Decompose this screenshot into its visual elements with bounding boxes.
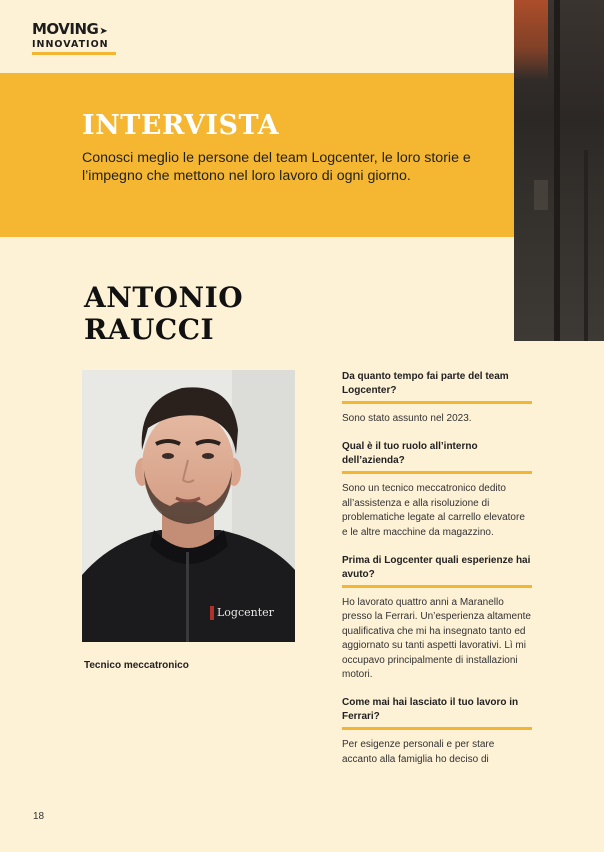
logo-underline — [32, 52, 116, 55]
answer-1: Sono stato assunto nel 2023. — [342, 413, 472, 424]
question-divider — [342, 585, 532, 588]
background-photo-strip — [514, 0, 604, 341]
shirt-logo-text: Logcenter — [217, 606, 274, 619]
interview-qa — [342, 370, 532, 781]
answer-2: Sono un tecnico meccatronico dedito all’assistenza e alla risoluzione di problematiche legate al carrello elevatore e le altre macchine da magazzino. — [342, 483, 525, 538]
question-divider — [342, 401, 532, 404]
answer-4: Per esigenze personali e per stare accanto alla famiglia ho deciso di — [342, 739, 495, 765]
portrait-caption: Tecnico meccatronico — [84, 660, 189, 671]
logo-line-1: MOVING — [32, 20, 99, 38]
logo-line-2: INNOVATION — [32, 39, 109, 50]
page-number: 18 — [33, 811, 45, 822]
portrait-photo — [82, 370, 295, 642]
person-first-name: ANTONIO — [84, 281, 244, 314]
question-4: Come mai hai lasciato il tuo lavoro in Ferrari? — [342, 697, 519, 723]
person-last-name: RAUCCI — [84, 313, 215, 346]
question-divider — [342, 727, 532, 730]
arrow-icon: ➤ — [99, 26, 108, 37]
question-1: Da quanto tempo fai parte del team Logcenter? — [342, 371, 509, 396]
question-2: Qual è il tuo ruolo all’interno dell’azienda? — [342, 441, 478, 467]
person-illustration — [82, 370, 295, 642]
answer-3: Ho lavorato quattro anni a Maranello presso la Ferrari. Un’esperienza altamente qualificativa che mi ha insegnato tanto ed aggiornato su tanti aspetti lavorativi. Lì mi occupavo principalmente di installazioni motori. — [342, 597, 531, 681]
person-name — [84, 282, 243, 346]
section-subtitle: Conosci meglio le persone del team Logcenter, le loro storie e l’impegno che mettono nel loro lavoro di ogni giorno. — [82, 150, 471, 184]
question-divider — [342, 471, 532, 474]
question-3: Prima di Logcenter quali esperienze hai avuto? — [342, 555, 531, 581]
moving-innovation-logo — [32, 22, 122, 58]
section-title: INTERVISTA — [82, 110, 280, 141]
